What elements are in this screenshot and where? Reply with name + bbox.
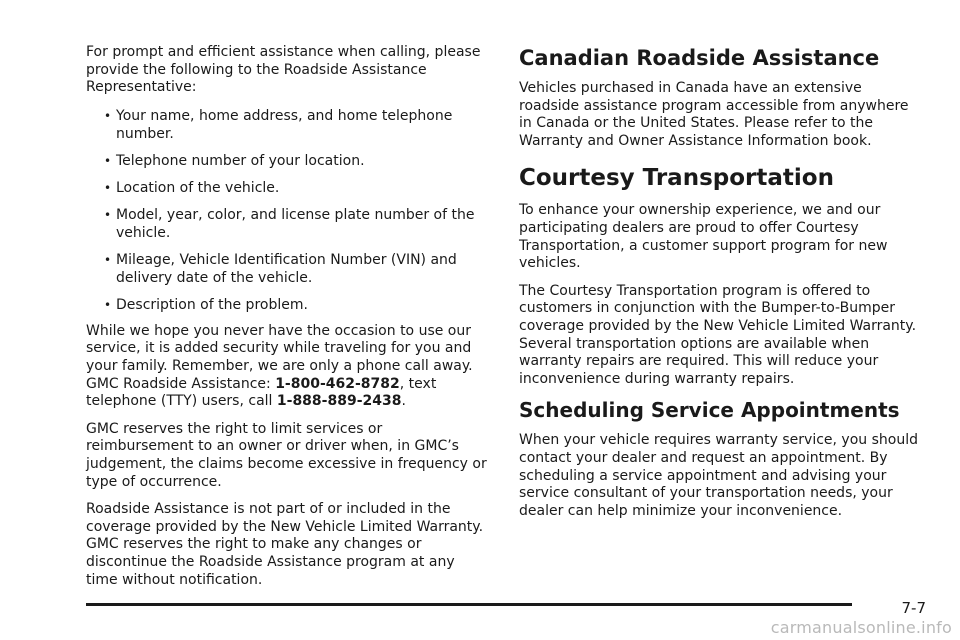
canadian-assistance-text: Vehicles purchased in Canada have an extensive roadside assistance program accessible from anywhere in Canada or the United States. Please refer to the Warranty and Owner Assistance Information book. bbox=[519, 80, 909, 149]
bullet-icon: • bbox=[104, 153, 112, 168]
limit-services-paragraph: GMC reserves the right to limit services or reimbursement to an owner or driver when, in GMC’s judgement, the claims become excessive in frequency or type of occurrence. bbox=[86, 420, 487, 490]
scheduling-heading: Scheduling Service Appointments bbox=[519, 398, 900, 423]
roadside-contact-paragraph bbox=[86, 323, 490, 411]
bullet-icon: • bbox=[104, 108, 112, 123]
bullet-icon: • bbox=[104, 252, 112, 267]
contact-text-mid: , text telephone (TTY) users, call bbox=[86, 375, 437, 410]
tty-phone-number: 1-888-889-2438 bbox=[276, 393, 402, 410]
list-item-text: Mileage, Vehicle Identification Number (VIN) and delivery date of the vehicle. bbox=[116, 251, 457, 286]
courtesy-text-1: To enhance your ownership experience, we and our participating dealers are proud to offer Courtesy Transportation, a customer support program for new vehicles. bbox=[519, 202, 888, 272]
canadian-assistance-heading: Canadian Roadside Assistance bbox=[519, 46, 880, 70]
scheduling-text: When your vehicle requires warranty service, you should contact your dealer and request an appointment. By scheduling a service appointment and advising your service consultant of your transportation needs, your dealer can help minimize your inconvenience. bbox=[519, 432, 918, 519]
list-item-text: Description of the problem. bbox=[116, 296, 308, 313]
right-column bbox=[519, 44, 924, 530]
intro-paragraph: For prompt and efficient assistance when calling, please provide the following to the Roadside Assistance Representative: bbox=[86, 44, 481, 96]
list-item bbox=[86, 107, 490, 143]
contact-text: While we hope you never have the occasion to use our service, it is added security while traveling for you and your family. Remember, we are only a phone call away. GMC Roadside Assistance: bbox=[86, 322, 473, 392]
list-item-text: Telephone number of your location. bbox=[116, 152, 365, 169]
list-item bbox=[86, 179, 490, 197]
footer-divider bbox=[86, 603, 852, 606]
list-item bbox=[86, 296, 490, 314]
list-item bbox=[86, 206, 490, 242]
list-item bbox=[86, 152, 490, 170]
page-number: 7-7 bbox=[901, 599, 926, 617]
list-item bbox=[86, 251, 490, 287]
contact-text-end: . bbox=[401, 393, 406, 410]
courtesy-transportation-heading: Courtesy Transportation bbox=[519, 165, 834, 192]
info-checklist bbox=[86, 107, 490, 314]
left-column bbox=[86, 44, 490, 599]
list-item-text: Your name, home address, and home telephone number. bbox=[116, 107, 453, 142]
bullet-icon: • bbox=[104, 180, 112, 195]
bullet-icon: • bbox=[104, 207, 112, 222]
courtesy-text-2: The Courtesy Transportation program is offered to customers in conjunction with the Bumper-to-Bumper coverage provided by the New Vehicle Limited Warranty. Several transportation options are available when warranty repairs are required. This will reduce your inconvenience during warranty repairs. bbox=[519, 282, 917, 387]
roadside-phone-number: 1-800-462-8782 bbox=[275, 375, 400, 392]
bullet-icon: • bbox=[104, 297, 112, 312]
list-item-text: Model, year, color, and license plate number of the vehicle. bbox=[116, 206, 475, 241]
not-warranty-paragraph: Roadside Assistance is not part of or included in the coverage provided by the New Vehicle Limited Warranty. GMC reserves the right to make any changes or discontinue the Roadside Assistance program at any time without notification. bbox=[86, 501, 484, 588]
watermark-text: carmanualsonline.info bbox=[770, 618, 952, 637]
list-item-text: Location of the vehicle. bbox=[116, 179, 280, 196]
